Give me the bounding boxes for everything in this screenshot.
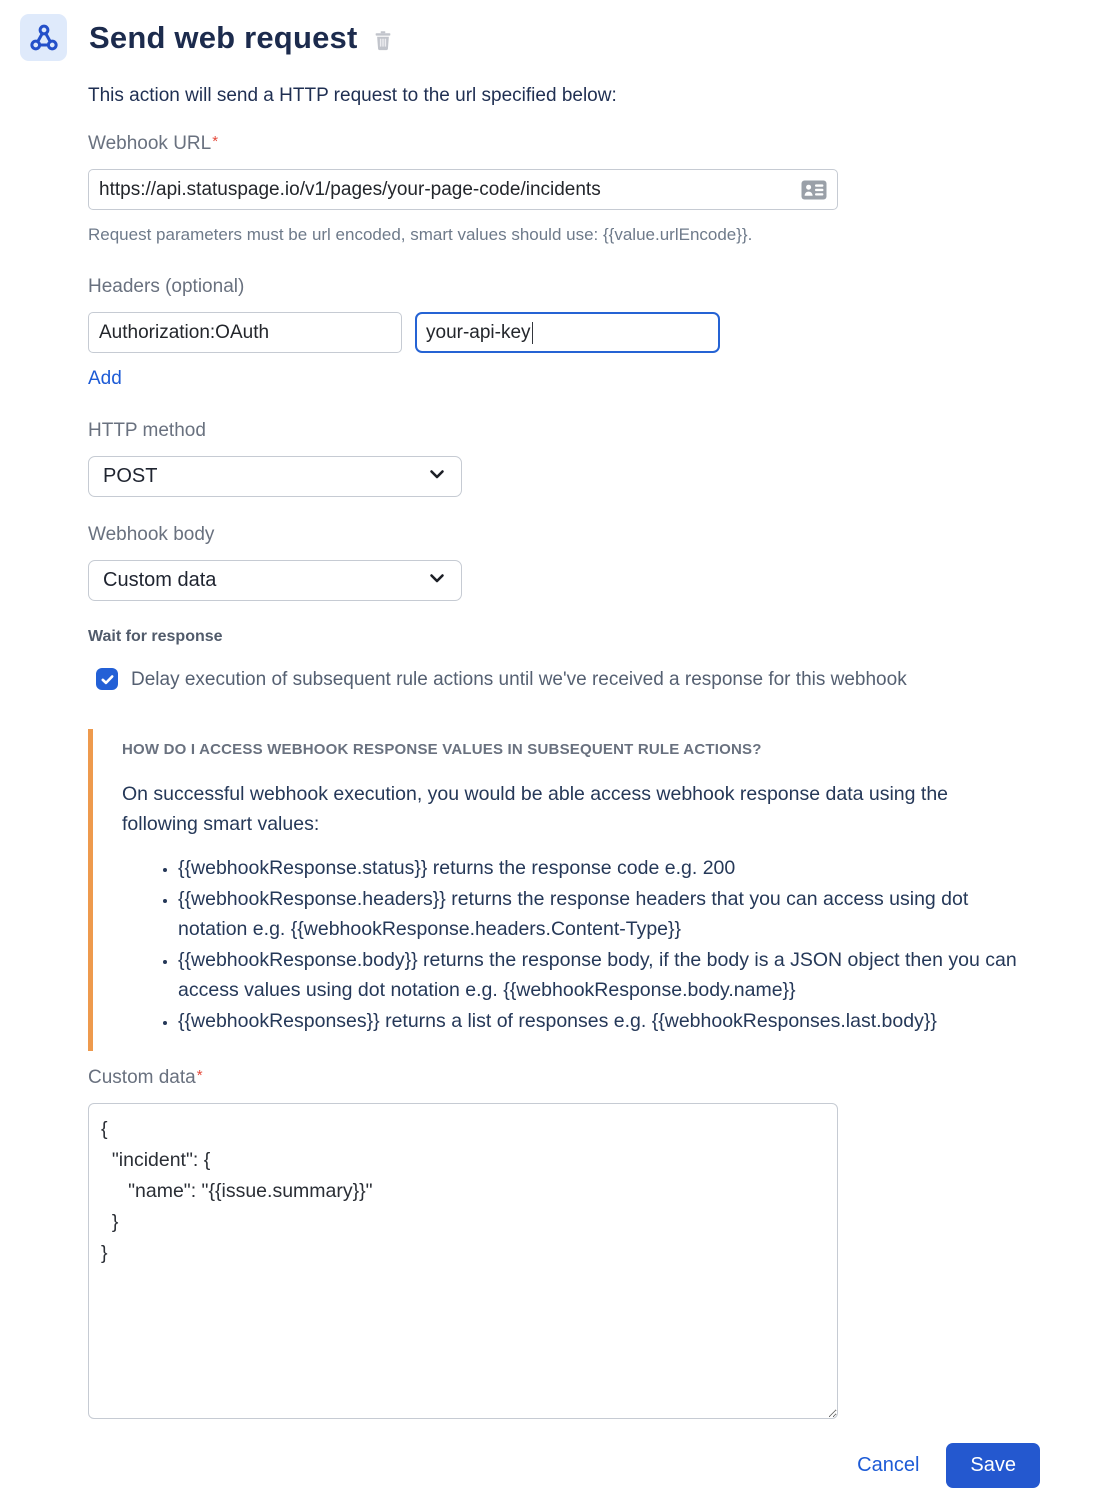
trash-icon[interactable] [372,28,394,52]
chevron-down-icon [427,464,447,490]
webhook-url-input[interactable] [88,169,838,210]
header-key-value: Authorization:OAuth [99,321,270,343]
headers-row [88,312,1040,353]
header-key-input[interactable] [88,312,402,353]
add-header-link[interactable]: Add [88,368,122,389]
webhook-body-select[interactable] [88,560,462,601]
page-title: Send web request [89,19,358,55]
header-value-text: your-api-key [426,321,531,343]
required-asterisk: * [212,133,219,150]
form-header [20,14,1040,61]
chevron-down-icon [427,568,447,594]
form-footer [857,1443,1040,1488]
info-panel-heading: HOW DO I ACCESS WEBHOOK RESPONSE VALUES IN SUBSEQUENT RULE ACTIONS? [122,741,762,758]
custom-data-label: Custom data* [88,1067,203,1088]
required-asterisk: * [196,1067,203,1084]
cancel-button[interactable]: Cancel [857,1454,920,1476]
webhook-body-selected: Custom data [103,569,217,591]
delay-execution-row [96,664,1040,695]
save-button[interactable]: Save [946,1443,1040,1488]
webhook-icon [20,14,67,61]
webhook-response-info-panel [88,729,1040,1051]
text-caret [532,322,534,344]
http-method-selected: POST [103,465,158,487]
wait-for-response-label: Wait for response [88,628,223,645]
http-method-label: HTTP method [88,420,206,441]
action-description: This action will send a HTTP request to the url specified below: [88,85,617,106]
list-item: • {{webhookResponse.headers}} returns the response headers that you can access using dot notation e.g. {{webhookResponse.headers.Content-Type}} [178,884,1038,944]
info-panel-intro: On successful webhook execution, you would be able access webhook response data using the following smart values: [122,783,949,835]
webhook-body-label: Webhook body [88,524,215,545]
http-method-select[interactable] [88,456,462,497]
delay-execution-checkbox[interactable] [96,668,118,690]
smart-values-list [122,853,1040,1036]
contact-card-icon[interactable] [801,180,827,200]
custom-data-textarea[interactable] [88,1103,838,1419]
list-item: • {{webhookResponse.status}} returns the response code e.g. 200 [178,853,1038,883]
delay-execution-label: Delay execution of subsequent rule actions until we've received a response for this webhook [131,669,907,690]
headers-label: Headers (optional) [88,276,245,297]
webhook-url-label: Webhook URL* [88,133,219,154]
list-item: • {{webhookResponse.body}} returns the response body, if the body is a JSON object then you can access values using dot notation e.g. {{webhookResponse.body.name}} [178,945,1038,1005]
webhook-url-help: Request parameters must be url encoded, smart values should use: {{value.urlEncode}}. [88,225,753,244]
webhook-url-value: https://api.statuspage.io/v1/pages/your-page-code/incidents [99,178,601,200]
list-item: • {{webhookResponses}} returns a list of responses e.g. {{webhookResponses.last.body}} [178,1006,1038,1036]
header-value-input[interactable] [415,312,720,353]
